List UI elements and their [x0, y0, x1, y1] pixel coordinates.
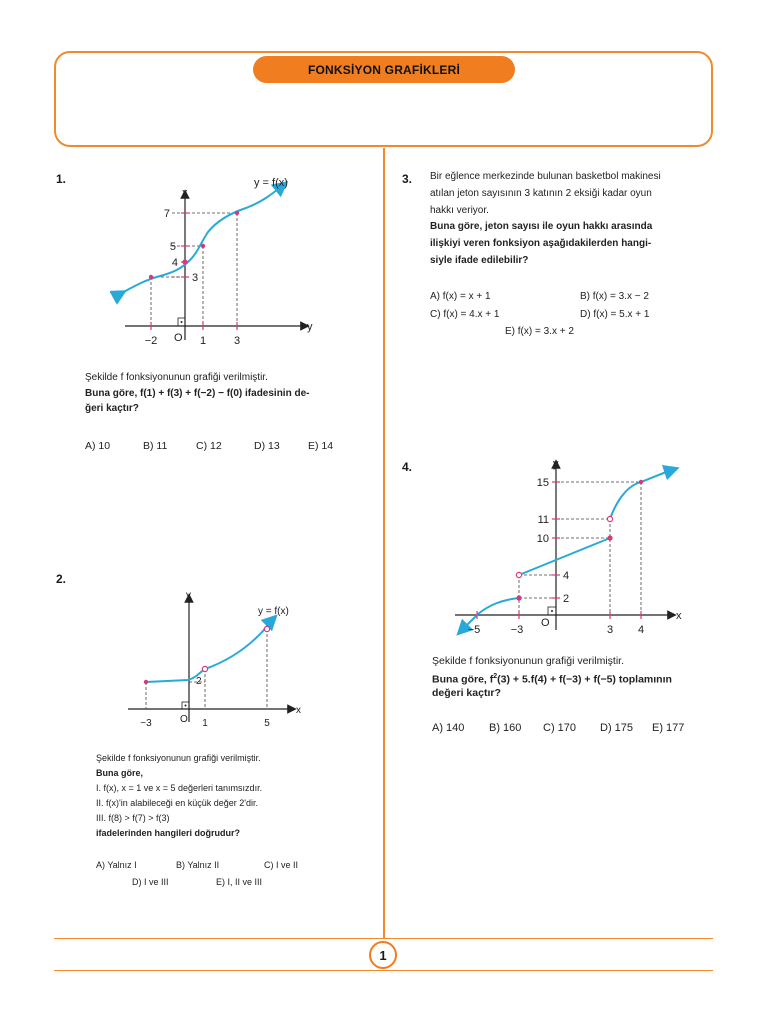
q2-function-curve [146, 620, 272, 682]
q4-xtick-label: 3 [606, 624, 614, 636]
q2-xtick-label: −3 [140, 718, 152, 729]
q4-choice[interactable]: A) 140 [432, 722, 465, 734]
q4-xtick-label: −3 [510, 624, 524, 636]
q3-choice[interactable]: A) f(x) = x + 1 [430, 291, 491, 302]
footer-line-bottom [54, 970, 713, 971]
q1-choice[interactable]: A) 10 [85, 440, 111, 452]
q1-function-label: y = f(x) [254, 177, 288, 189]
q1-text-line: Buna göre, f(1) + f(3) + f(−2) − f(0) ifadesinin de- [85, 388, 310, 399]
q2-xtick-label: 5 [264, 718, 270, 729]
q1-text-line: Şekilde f fonksiyonunun grafiği verilmiştir. [85, 372, 268, 383]
question-1-graph [110, 170, 330, 350]
q2-text-line: Şekilde f fonksiyonunun grafiği verilmiştir. [96, 753, 261, 763]
q1-choice[interactable]: D) 13 [254, 440, 280, 452]
q4-ytick-label: 11 [537, 514, 549, 526]
q3-text-line: Buna göre, jeton sayısı ile oyun hakkı arasında [430, 221, 653, 232]
q2-text-line: ifadelerinden hangileri doğrudur? [96, 828, 241, 838]
footer-line-top [54, 938, 713, 939]
q3-text-line: Bir eğlence merkezinde bulunan basketbol makinesi [430, 171, 661, 182]
q1-vertical-axis-label: x [182, 187, 188, 199]
question-4-number: 4. [402, 460, 413, 474]
question-4-graph [440, 453, 690, 643]
q2-statement: III. f(8) > f(7) > f(3) [96, 813, 170, 823]
q2-statement: II. f(x)'in alabileceği en küçük değer 2'dir. [96, 798, 259, 808]
q2-choice[interactable]: E) I, II ve III [216, 877, 263, 887]
q1-ytick-label: 5 [169, 241, 176, 253]
page-title: FONKSİYON GRAFİKLERİ [253, 56, 515, 83]
q2-xtick-label: 1 [202, 718, 208, 729]
q3-choice[interactable]: B) f(x) = 3.x − 2 [580, 291, 649, 302]
q4-choice[interactable]: C) 170 [543, 722, 577, 734]
q1-xtick-label: 1 [199, 335, 207, 347]
q1-choice[interactable]: C) 12 [196, 440, 222, 452]
q1-horizontal-axis-label: y [307, 321, 313, 333]
q2-choice[interactable]: C) I ve II [264, 860, 299, 870]
q2-text-line: Buna göre, [96, 768, 144, 778]
q4-choice[interactable]: E) 177 [652, 722, 685, 734]
q2-choice[interactable]: B) Yalnız II [176, 860, 220, 870]
q2-function-label: y = f(x) [258, 606, 289, 617]
q1-function-curve [120, 186, 282, 294]
q4-vertical-axis-label: y [553, 458, 559, 470]
q2-statement: I. f(x), x = 1 ve x = 5 değerleri tanımsızdır. [96, 783, 263, 793]
q4-ytick-label: 2 [563, 593, 570, 605]
q3-choice[interactable]: E) f(x) = 3.x + 2 [505, 326, 574, 337]
q1-ytick-label: 7 [163, 208, 170, 220]
q1-ytick-label: 3 [192, 272, 199, 284]
q1-choice[interactable]: E) 14 [308, 440, 334, 452]
q4-xtick-label: 4 [637, 624, 645, 636]
q2-vertical-axis-label: y [186, 590, 191, 601]
column-divider [383, 148, 385, 938]
question-2-graph [125, 588, 310, 733]
q1-origin-label: O [174, 332, 183, 344]
q4-horizontal-axis-label: x [676, 610, 682, 622]
q4-ytick-label: 10 [536, 533, 549, 545]
q1-xtick-label: 3 [233, 335, 241, 347]
q4-choice[interactable]: B) 160 [489, 722, 522, 734]
page-number: 1 [369, 941, 397, 969]
q3-text-line: atılan jeton sayısının 3 katının 2 eksiği kadar oyun [430, 188, 652, 199]
q3-text-line: siyle ifade edilebilir? [430, 255, 529, 266]
q4-choice[interactable]: D) 175 [600, 722, 634, 734]
question-2-number: 2. [56, 572, 67, 586]
q4-text-line: Şekilde f fonksiyonunun grafiği verilmiştir. [432, 655, 625, 667]
q3-text-line: ilişkiyi veren fonksiyon aşağıdakilerden hangi- [430, 238, 652, 249]
q1-ytick-label: 4 [171, 257, 178, 269]
q1-choice[interactable]: B) 11 [143, 440, 168, 452]
q4-ytick-label: 15 [536, 477, 549, 489]
q4-text-line: Buna göre, $f^2(3) + 5.f(4) + f(-3) + f(-5)$ toplamının [432, 673, 672, 686]
q4-text-line: değeri kaçtır? [432, 687, 501, 699]
q1-xtick-label: −2 [144, 335, 158, 347]
q3-text-line: hakkı veriyor. [430, 205, 489, 216]
question-1-number: 1. [56, 172, 67, 186]
q3-choice[interactable]: C) f(x) = 4.x + 1 [430, 309, 500, 320]
q4-ytick-label: 4 [563, 570, 570, 582]
q2-origin-label: O [180, 714, 188, 725]
q4-origin-label: O [541, 617, 550, 629]
q2-choice[interactable]: D) I ve III [132, 877, 169, 887]
q2-horizontal-axis-label: x [296, 705, 301, 716]
q2-ytick-label: 2 [196, 676, 202, 687]
q3-choice[interactable]: D) f(x) = 5.x + 1 [580, 309, 650, 320]
q1-text-line: ğeri kaçtır? [85, 403, 139, 414]
question-3-number: 3. [402, 172, 413, 186]
q4-xtick-label: −5 [467, 624, 481, 636]
q2-choice[interactable]: A) Yalnız I [96, 860, 137, 870]
